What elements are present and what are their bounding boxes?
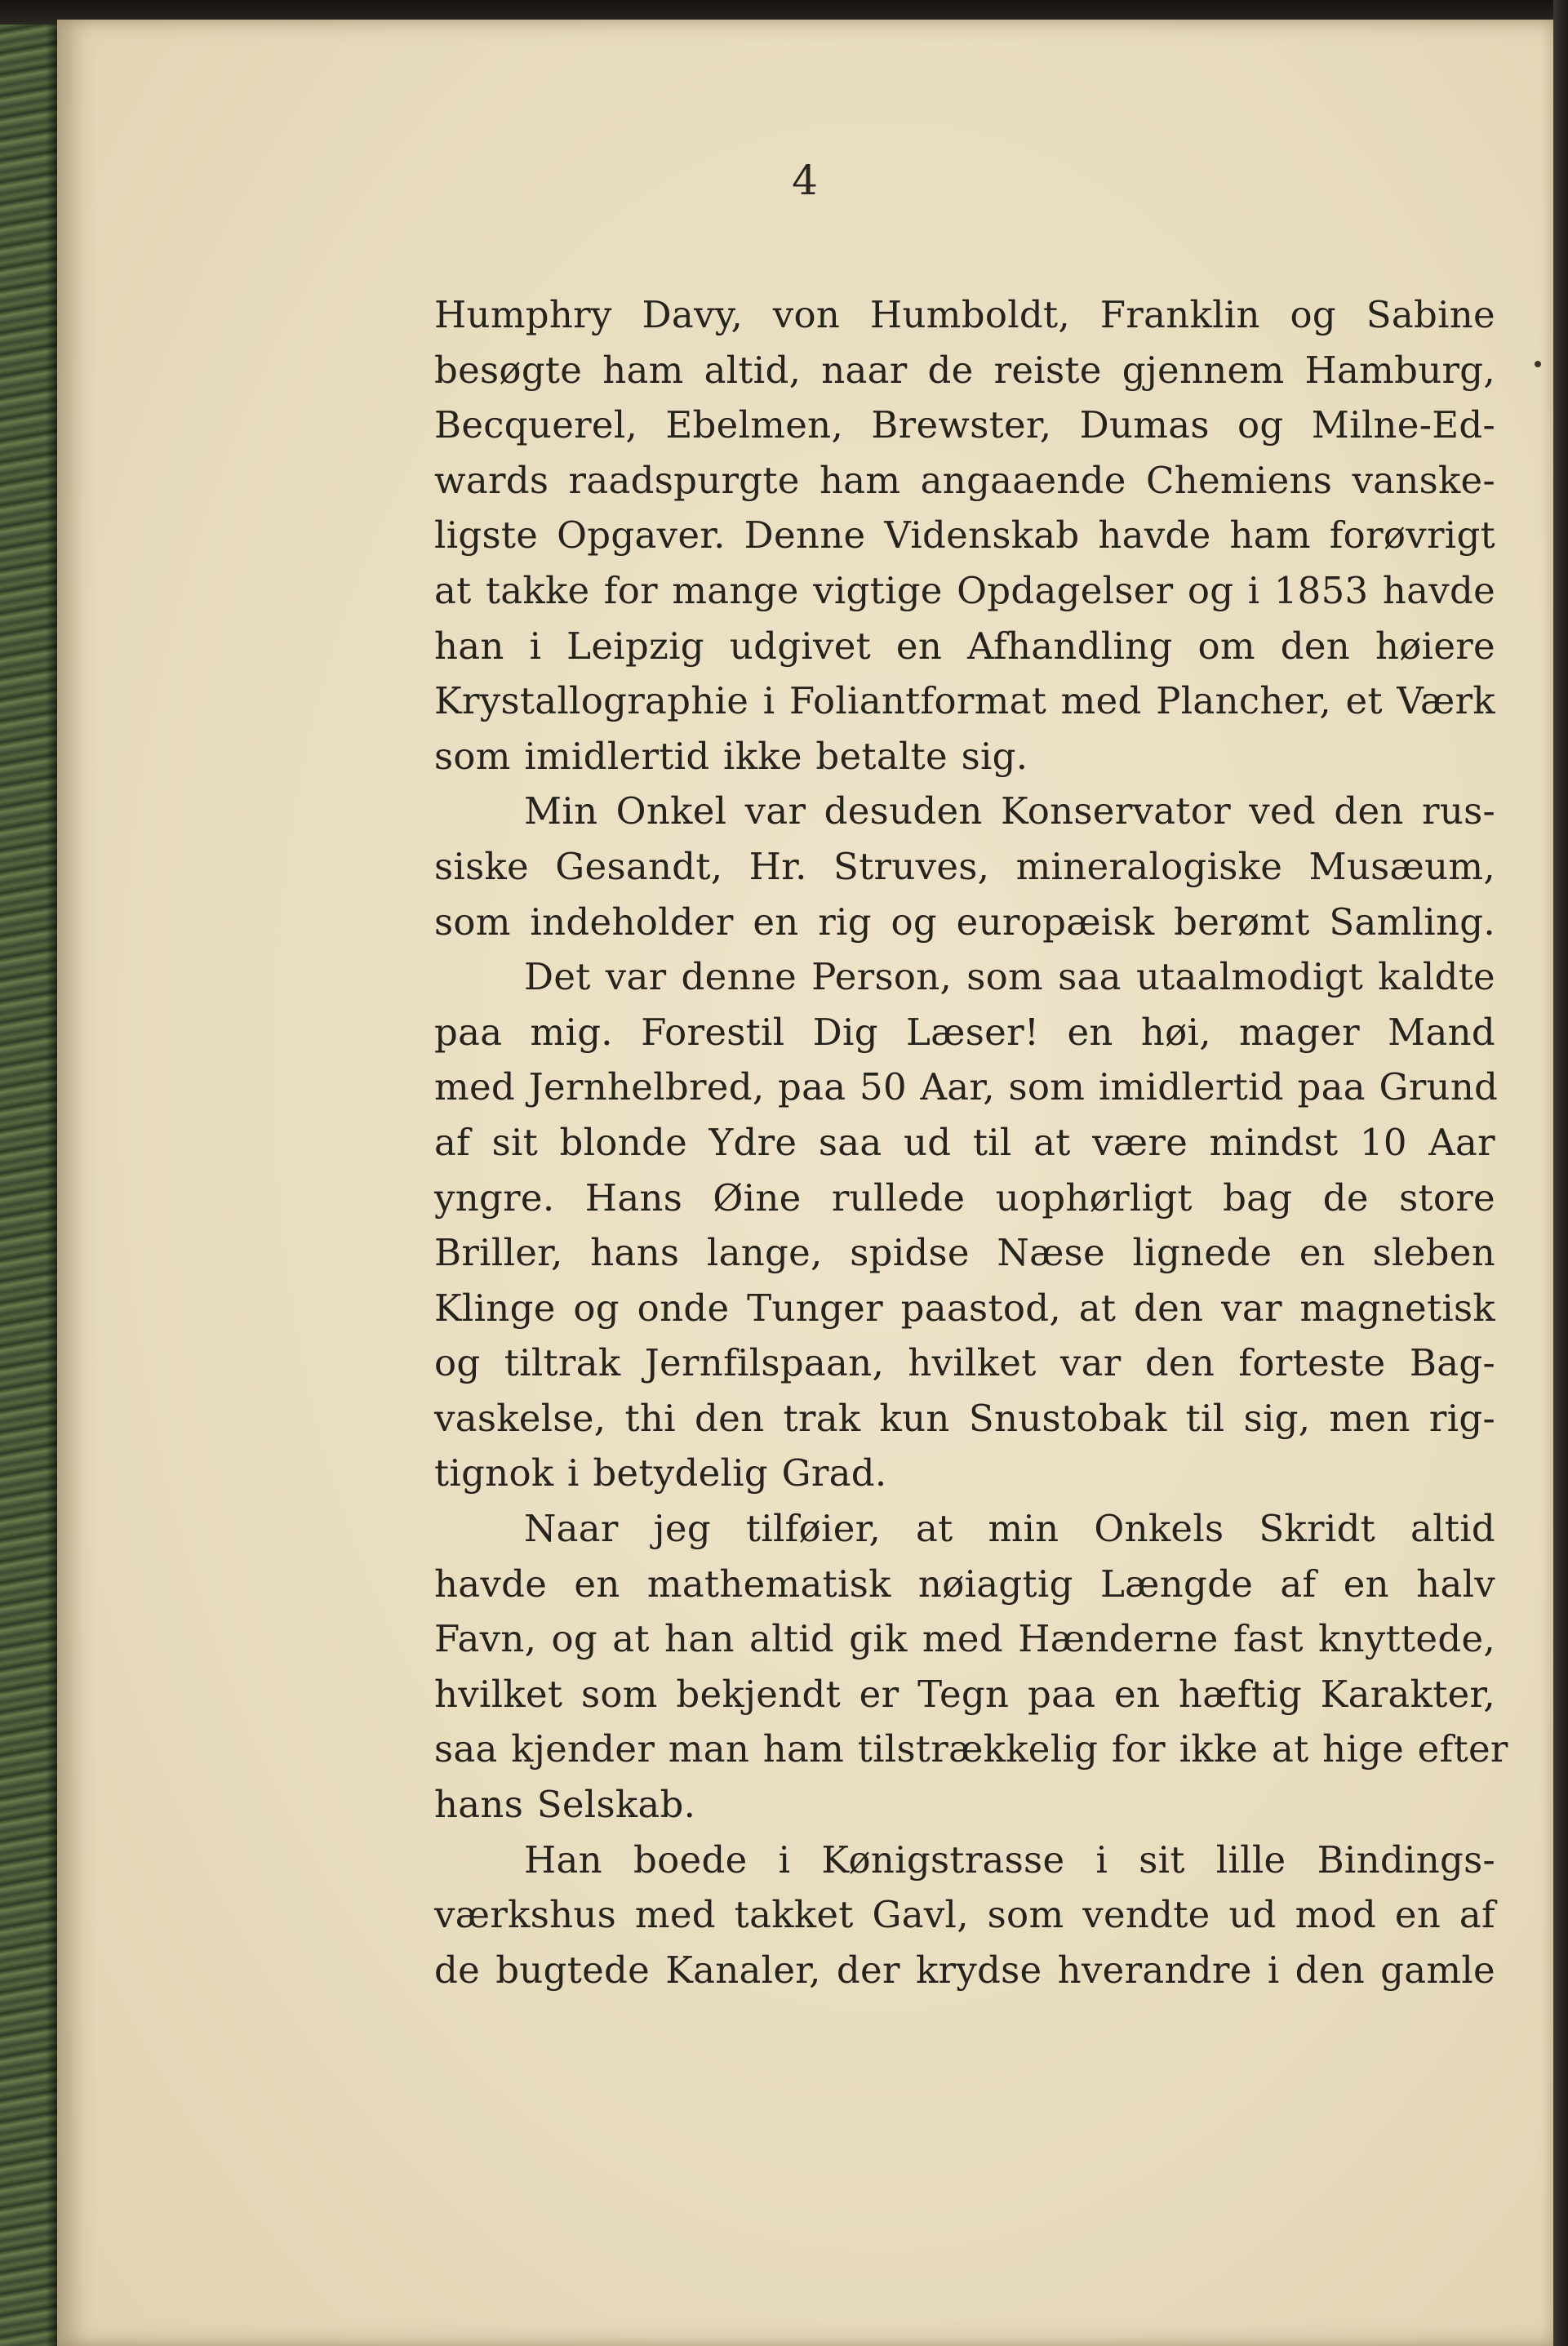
text-line: Han boede i Kønigstrasse i sit lille Bindings- [524, 1837, 1495, 1882]
text-line: Briller, hans lange, spidse Næse lignede en sleben [434, 1231, 1495, 1275]
ink-speck [1535, 361, 1541, 367]
text-line: Naar jeg tilføier, at min Onkels Skridt altid [524, 1507, 1495, 1551]
text-line: de bugtede Kanaler, der krydse hverandre i den gamle [434, 1948, 1495, 1992]
text-line: Becquerel, Ebelmen, Brewster, Dumas og Milne-Ed- [434, 403, 1495, 447]
text-line: wards raadspurgte ham angaaende Chemiens vanske- [434, 458, 1495, 502]
text-line: besøgte ham altid, naar de reiste gjennem Hamburg, [434, 348, 1495, 392]
text-line: Favn, og at han altid gik med Hænderne fast knyttede, [434, 1617, 1495, 1661]
text-line: Det var denne Person, som saa utaalmodigt kaldte [524, 955, 1495, 999]
text-line: Klinge og onde Tunger paastod, at den var magnetisk [434, 1286, 1495, 1330]
text-line: paa mig. Forestil Dig Læser! en høi, mager Mand [434, 1010, 1495, 1054]
body-text [434, 287, 1508, 1997]
text-line: som indeholder en rig og europæisk berømt Samling. [434, 900, 1495, 944]
book-binding [0, 0, 57, 2346]
page-number: 4 [792, 157, 819, 204]
text-line: ligste Opgaver. Denne Videnskab havde ham forøvrigt [434, 513, 1495, 558]
text-line: og tiltrak Jernfilspaan, hvilket var den forteste Bag- [434, 1341, 1495, 1385]
text-line: Humphry Davy, von Humboldt, Franklin og Sabine [434, 293, 1495, 336]
paper-page [57, 20, 1553, 2346]
page-right-edge [1553, 0, 1568, 2346]
text-line: yngre. Hans Øine rullede uophørligt bag de store [434, 1175, 1495, 1220]
text-line: Min Onkel var desuden Konservator ved den rus- [524, 789, 1495, 833]
text-line: værkshus med takket Gavl, som vendte ud mod en af [434, 1893, 1495, 1937]
text-line: vaskelse, thi den trak kun Snustobak til sig, men rig- [434, 1396, 1495, 1440]
text-line: havde en mathematisk nøiagtig Længde af en halv [434, 1562, 1495, 1606]
text-line: han i Leipzig udgivet en Afhandling om den høiere [434, 624, 1495, 668]
text-line: af sit blonde Ydre saa ud til at være mindst 10 Aar [434, 1120, 1495, 1164]
text-line: hvilket som bekjendt er Tegn paa en hæftig Karakter, [434, 1672, 1495, 1716]
text-line: at takke for mange vigtige Opdagelser og i 1853 havde [434, 568, 1495, 612]
text-line: Krystallographie i Foliantformat med Plancher, et Værk [434, 679, 1495, 723]
text-line: med Jernhelbred, paa 50 Aar, som imidlertid paa Grund [434, 1065, 1499, 1109]
text-line: siske Gesandt, Hr. Struves, mineralogiske Musæum, [434, 844, 1495, 888]
text-line: som imidlertid ikke betalte sig. [434, 734, 1028, 778]
text-line: tignok i betydelig Grad. [434, 1451, 887, 1495]
text-line: hans Selskab. [434, 1783, 696, 1827]
text-line: saa kjender man ham tilstrækkelig for ikke at hige efter [434, 1727, 1508, 1771]
